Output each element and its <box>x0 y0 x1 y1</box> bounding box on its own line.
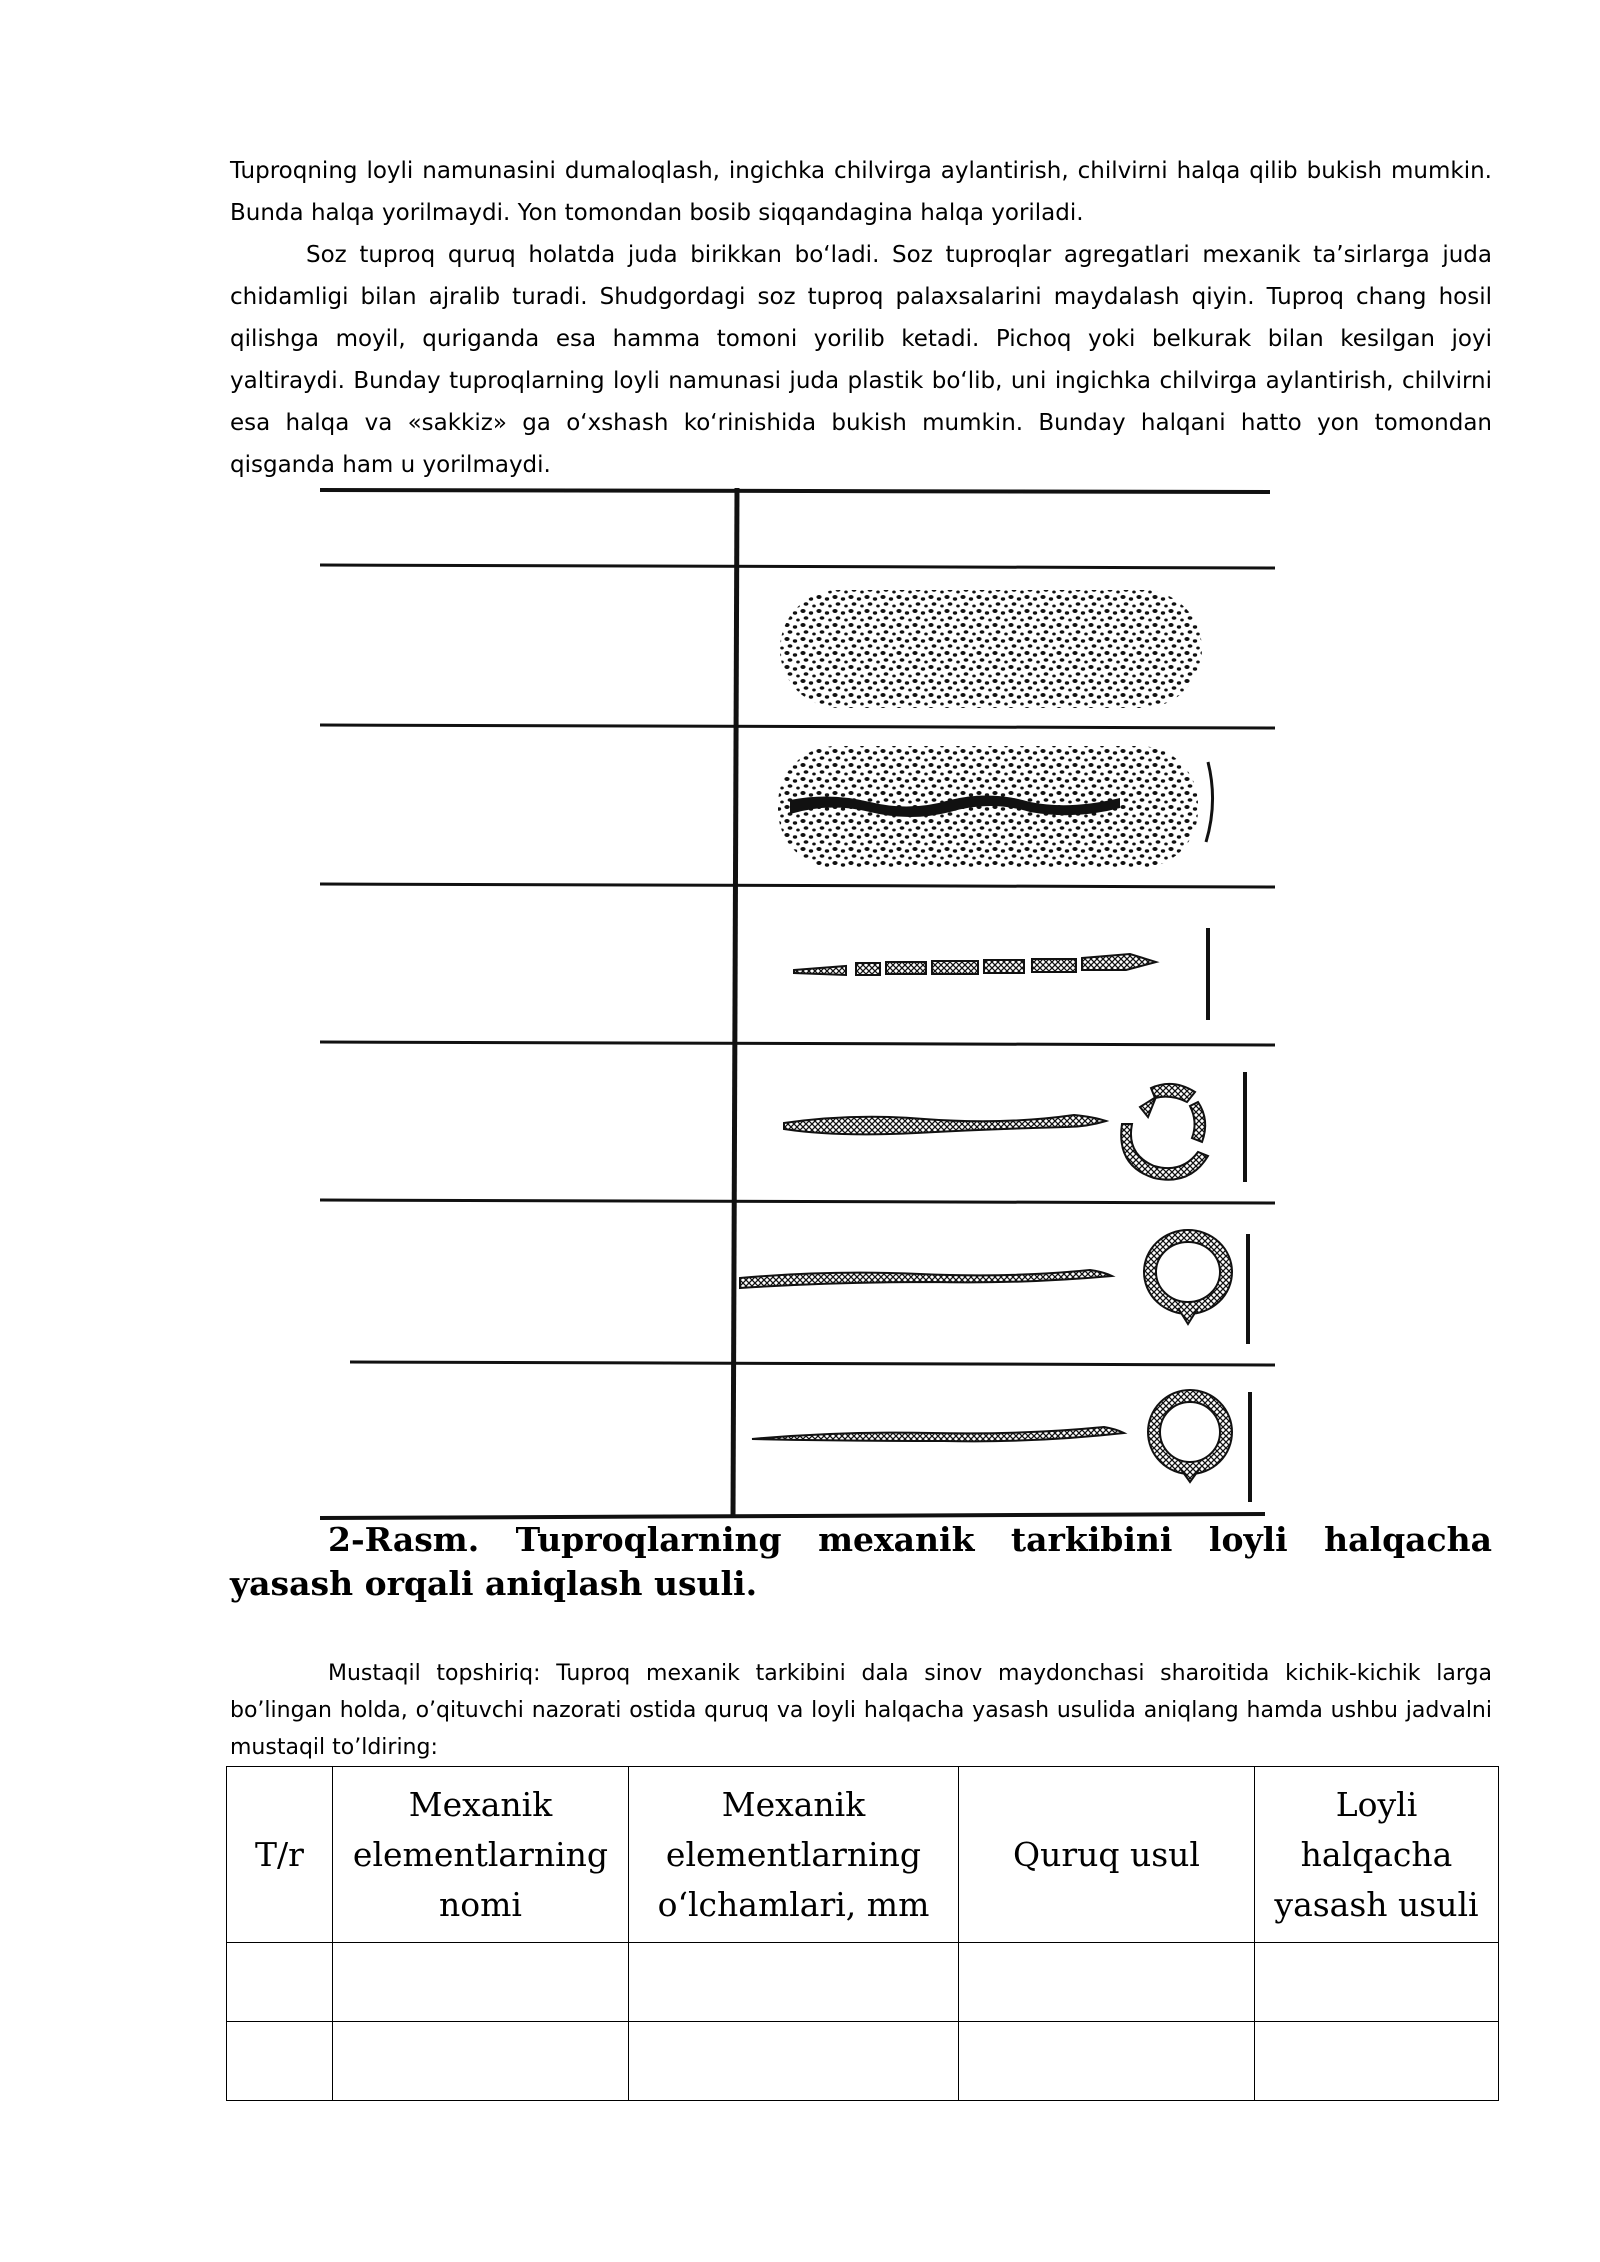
header-dry-method: Quruq usul <box>959 1767 1255 1943</box>
results-table <box>226 1766 1499 2101</box>
figure-caption: 2-Rasm. Tuproqlarning mexanik tarkibini loyli halqacha yasash orqali aniqlash usuli. <box>230 1520 1492 1603</box>
sample-broken-ring <box>784 1072 1245 1182</box>
table-header-row <box>227 1767 1499 1943</box>
table-row <box>227 1943 1499 2022</box>
sample-intact-ring <box>752 1392 1250 1502</box>
table-cell[interactable] <box>1255 2022 1499 2101</box>
table-cell[interactable] <box>1255 1943 1499 2022</box>
sample-cracked-lump <box>778 746 1213 868</box>
table-row <box>227 2022 1499 2101</box>
paragraph-clay-soil: Soz tuproq quruq holatda juda birikkan bo‘ladi. Soz tuproqlar agregatlari mexanik ta’sirlarga juda chidamligi bilan ajralib turadi. Shudgordagi soz tuproq palaxsalarini maydalash qiyin. Tuproq chang hosil qilishga moyil, quriganda esa hamma tomoni yorilib ketadi. Pichoq yoki belkurak bilan kesilgan joyi yaltiraydi. Bunday tuproqlarning loyli namunasi juda plastik bo‘lib, uni ingichka chilvirga aylantirish, chilvirni esa halqa va «sakkiz» ga o‘xshash ko‘rinishida bukish mumkin. Bunday halqani hatto yon tomondan qisganda ham u yorilmaydi. <box>230 242 1492 478</box>
table-cell[interactable] <box>959 2022 1255 2101</box>
header-ring-method: Loyli halqacha yasash usuli <box>1255 1767 1499 1943</box>
soil-ring-figure <box>320 482 1280 1522</box>
independent-task-text: Mustaqil topshiriq: Tuproq mexanik tarkibini dala sinov maydonchasi sharoitida kichik-kichik larga bo’lingan holda, o’qituvchi nazorati ostida quruq va loyli halqacha yasash usulida aniqlang hamda ushbu jadvalni mustaqil to’ldiring: <box>230 1661 1492 1760</box>
table-cell[interactable] <box>959 1943 1255 2022</box>
table-cell[interactable] <box>333 2022 629 2101</box>
header-number: T/r <box>227 1767 333 1943</box>
sample-broken-cord <box>794 928 1208 1020</box>
sample-cracked-ring <box>740 1234 1248 1344</box>
table-cell[interactable] <box>629 1943 959 2022</box>
table-cell[interactable] <box>629 2022 959 2101</box>
paragraph-loam-sample: Tuproqning loyli namunasini dumaloqlash, ingichka chilvirga aylantirish, chilvirni halqa qilib bukish mumkin. Bunda halqa yorilmaydi. Yon tomondan bosib siqqandagina halqa yoriladi. <box>230 158 1492 226</box>
header-element-size: Mexanik elementlarning o‘lchamlari, mm <box>629 1767 959 1943</box>
header-element-name: Mexanik elementlarning nomi <box>333 1767 629 1943</box>
table-cell[interactable] <box>227 2022 333 2101</box>
table-cell[interactable] <box>227 1943 333 2022</box>
table-cell[interactable] <box>333 1943 629 2022</box>
sample-dry-lump <box>780 590 1202 708</box>
